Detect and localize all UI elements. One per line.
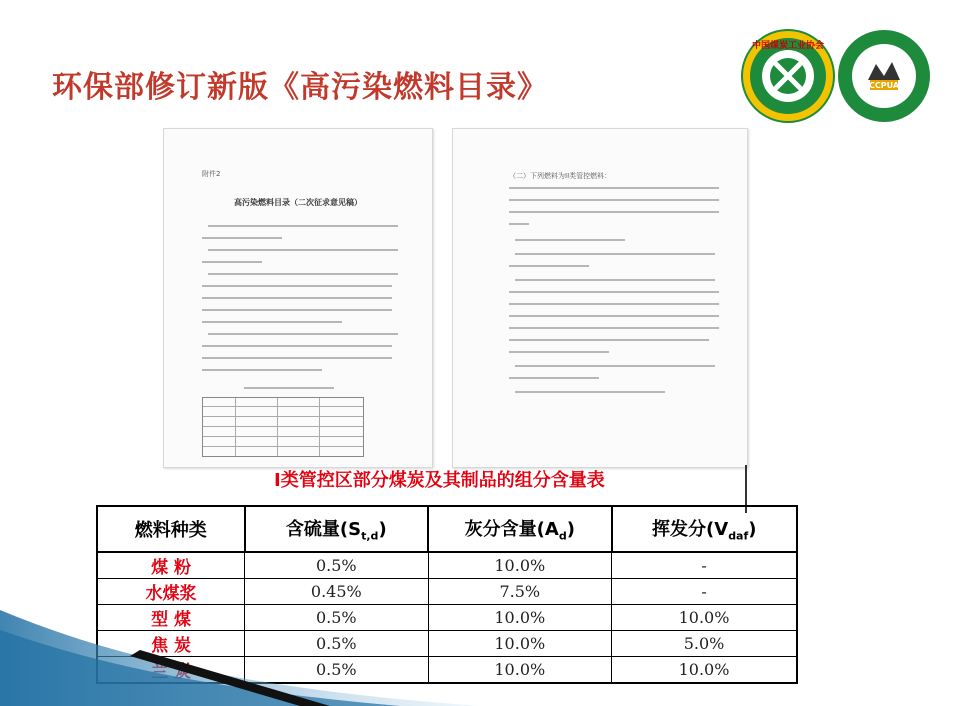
sulfur-value: 0.5% — [245, 631, 428, 657]
scan-left-header: 附件2 — [202, 170, 221, 178]
sulfur-value: 0.45% — [245, 579, 428, 605]
sulfur-value: 0.5% — [245, 657, 428, 684]
ash-value: 10.0% — [428, 657, 611, 684]
scan-left-title: 高污染燃料目录（二次征求意见稿） — [234, 198, 362, 207]
volatile-value: - — [612, 552, 797, 579]
decorative-swoosh — [0, 590, 480, 706]
header-volatile: 挥发分$(V_{daf})$ — [612, 506, 797, 552]
ash-value: 10.0% — [428, 631, 611, 657]
volatile-value: 5.0% — [612, 631, 797, 657]
sulfur-value: 0.5% — [245, 605, 428, 631]
header-sulfur: 含硫量$(S_{t,d})$ — [245, 506, 428, 552]
volatile-value: - — [612, 579, 797, 605]
fuel-name: 型 煤 — [97, 605, 245, 631]
scan-right-header: （二）下列燃料为II类管控燃料： — [509, 172, 612, 180]
ccpua-label: CCPUA — [868, 81, 900, 90]
fuel-name: 焦 炭 — [97, 631, 245, 657]
coal-association-logo — [740, 28, 836, 124]
volatile-value: 10.0% — [612, 657, 797, 684]
table-row — [97, 552, 797, 579]
header-fuel: 燃料种类 — [97, 506, 245, 552]
document-scan-left — [163, 128, 433, 468]
fuel-name: 煤 粉 — [97, 552, 245, 579]
header-ash: 灰分含量$(A_d)$ — [428, 506, 611, 552]
ash-value: 7.5% — [428, 579, 611, 605]
mini-table — [202, 397, 364, 457]
sulfur-value: 0.5% — [245, 552, 428, 579]
ash-value: 10.0% — [428, 552, 611, 579]
table-title: I类管控区部分煤炭及其制品的组分含量表 — [274, 470, 605, 491]
volatile-value: 10.0% — [612, 605, 797, 631]
ccpua-logo — [836, 28, 932, 124]
slide-title: 环保部修订新版《高污染燃料目录》 — [52, 70, 548, 105]
fuel-name: 水煤浆 — [97, 579, 245, 605]
table-header-row — [97, 506, 797, 552]
document-scan-right — [452, 128, 748, 468]
ash-value: 10.0% — [428, 605, 611, 631]
svg-text:中国煤炭工业协会: 中国煤炭工业协会 — [751, 41, 825, 51]
